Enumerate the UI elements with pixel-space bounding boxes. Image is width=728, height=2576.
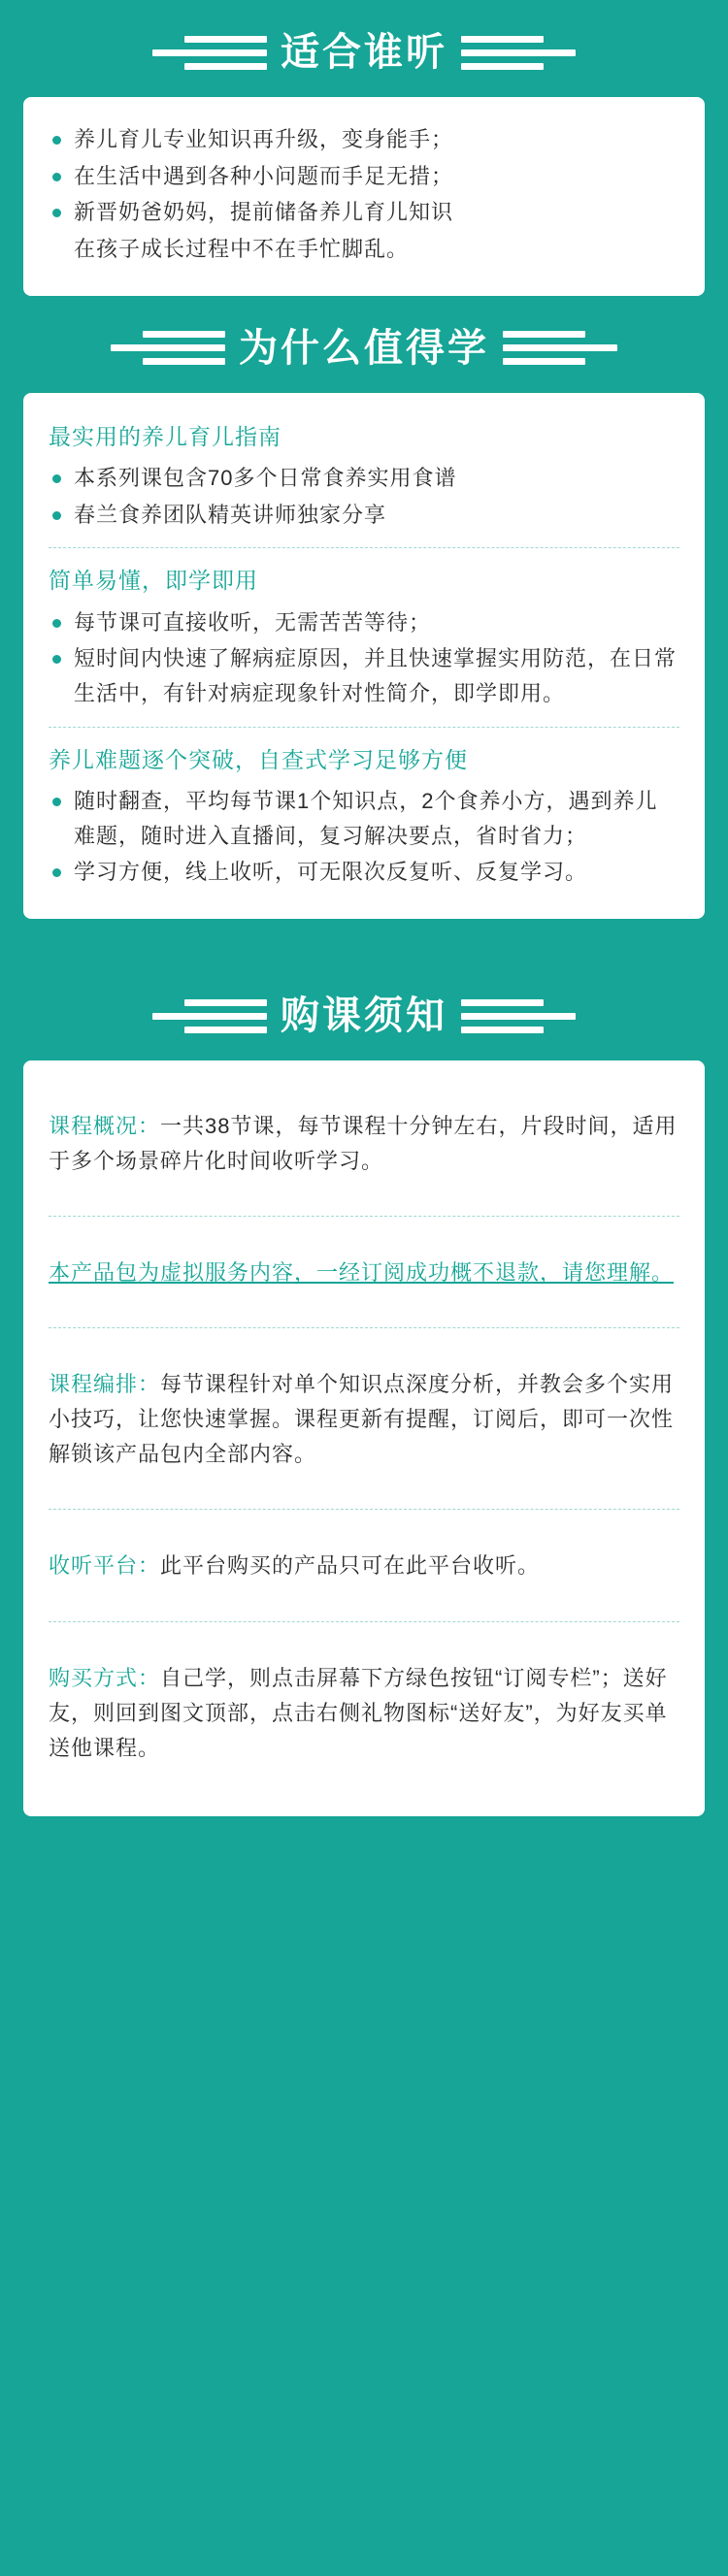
heading-decoration-right-icon <box>461 999 576 1033</box>
list-item: 养儿育儿专业知识再升级，变身能手； <box>49 122 679 157</box>
notice-block-refund <box>49 1217 679 1328</box>
section-heading-why <box>0 296 728 393</box>
why-group-list <box>49 461 679 532</box>
notice-paragraph <box>49 1255 679 1290</box>
why-group-title: 养儿难题逐个突破，自查式学习足够方便 <box>49 746 468 772</box>
why-group-list <box>49 784 679 890</box>
list-item: 短时间内快速了解病症原因，并且快速掌握实用防范，在日常生活中，有针对病症现象针对性简介，即学即用。 <box>49 641 679 710</box>
heading-decoration-left-icon <box>111 331 225 365</box>
section-heading-notice <box>0 963 728 1060</box>
notice-label: 购买方式： <box>49 1665 161 1690</box>
why-group-easy <box>49 548 679 727</box>
section-spacer <box>0 919 728 963</box>
notice-paragraph <box>49 1109 679 1179</box>
list-item: 春兰食养团队精英讲师独家分享 <box>49 498 679 533</box>
list-item: 学习方便，线上收听，可无限次反复听、反复学习。 <box>49 855 679 890</box>
why-group-selfcheck <box>49 728 679 890</box>
list-item: 在生活中遇到各种小问题而手足无措； <box>49 159 679 194</box>
heading-decoration-right-icon <box>503 331 617 365</box>
notice-label: 课程编排： <box>49 1372 161 1397</box>
notice-body: 此平台购买的产品只可在此平台收听。 <box>160 1553 541 1579</box>
list-item: 每节课可直接收听，无需苦苦等待； <box>49 605 679 640</box>
notice-paragraph <box>49 1661 679 1766</box>
list-item: 随时翻查，平均每节课1个知识点，2个食养小方，遇到养儿难题，随时进入直播间，复习解决要点，省时省力； <box>49 784 679 853</box>
audience-list <box>49 122 679 267</box>
section-heading-audience <box>0 0 728 97</box>
card-audience <box>23 97 705 296</box>
heading-decoration-left-icon <box>152 999 267 1033</box>
list-item: 在孩子成长过程中不在手忙脚乱。 <box>74 236 410 261</box>
list-item: 本系列课包含70多个日常食养实用食谱 <box>49 461 679 496</box>
notice-label: 收听平台： <box>49 1553 161 1579</box>
card-why <box>23 393 705 920</box>
why-group-title: 简单易懂，即学即用 <box>49 568 258 594</box>
notice-label: 课程概况： <box>49 1114 161 1138</box>
card-notice <box>23 1060 705 1816</box>
notice-body: 自己学，则点击屏幕下方绿色按钮“订阅专栏”；送好友，则回到图文顶部，点击右侧礼物图标“送好友”，为好友买单送他课程。 <box>49 1665 668 1760</box>
notice-body: 每节课程针对单个知识点深度分析，并教会多个实用小技巧，让您快速掌握。课程更新有提醒，订阅后，即可一次性解锁该产品包内全部内容。 <box>49 1372 675 1467</box>
notice-paragraph <box>49 1549 679 1583</box>
why-group-guide <box>49 418 679 549</box>
notice-body: 本产品包为虚拟服务内容，一经订阅成功概不退款，请您理解。 <box>49 1260 675 1286</box>
notice-body: 一共38节课，每节课程十分钟左右，片段时间，适用于多个场景碎片化时间收听学习。 <box>49 1114 678 1174</box>
section-title-audience: 适合谁听 <box>281 31 447 74</box>
notice-block-platform <box>49 1510 679 1621</box>
section-title-why: 为什么值得学 <box>239 326 489 370</box>
heading-decoration-right-icon <box>461 36 576 70</box>
notice-block-purchase <box>49 1622 679 1789</box>
why-group-list <box>49 605 679 711</box>
notice-block-overview <box>49 1086 679 1217</box>
notice-paragraph <box>49 1367 679 1472</box>
heading-decoration-left-icon <box>152 36 267 70</box>
notice-block-curriculum <box>49 1328 679 1510</box>
why-group-title: 最实用的养儿育儿指南 <box>49 423 281 449</box>
list-item: 新晋奶爸奶妈，提前储备养儿育儿知识 <box>49 195 679 230</box>
section-title-notice: 购课须知 <box>281 995 447 1037</box>
